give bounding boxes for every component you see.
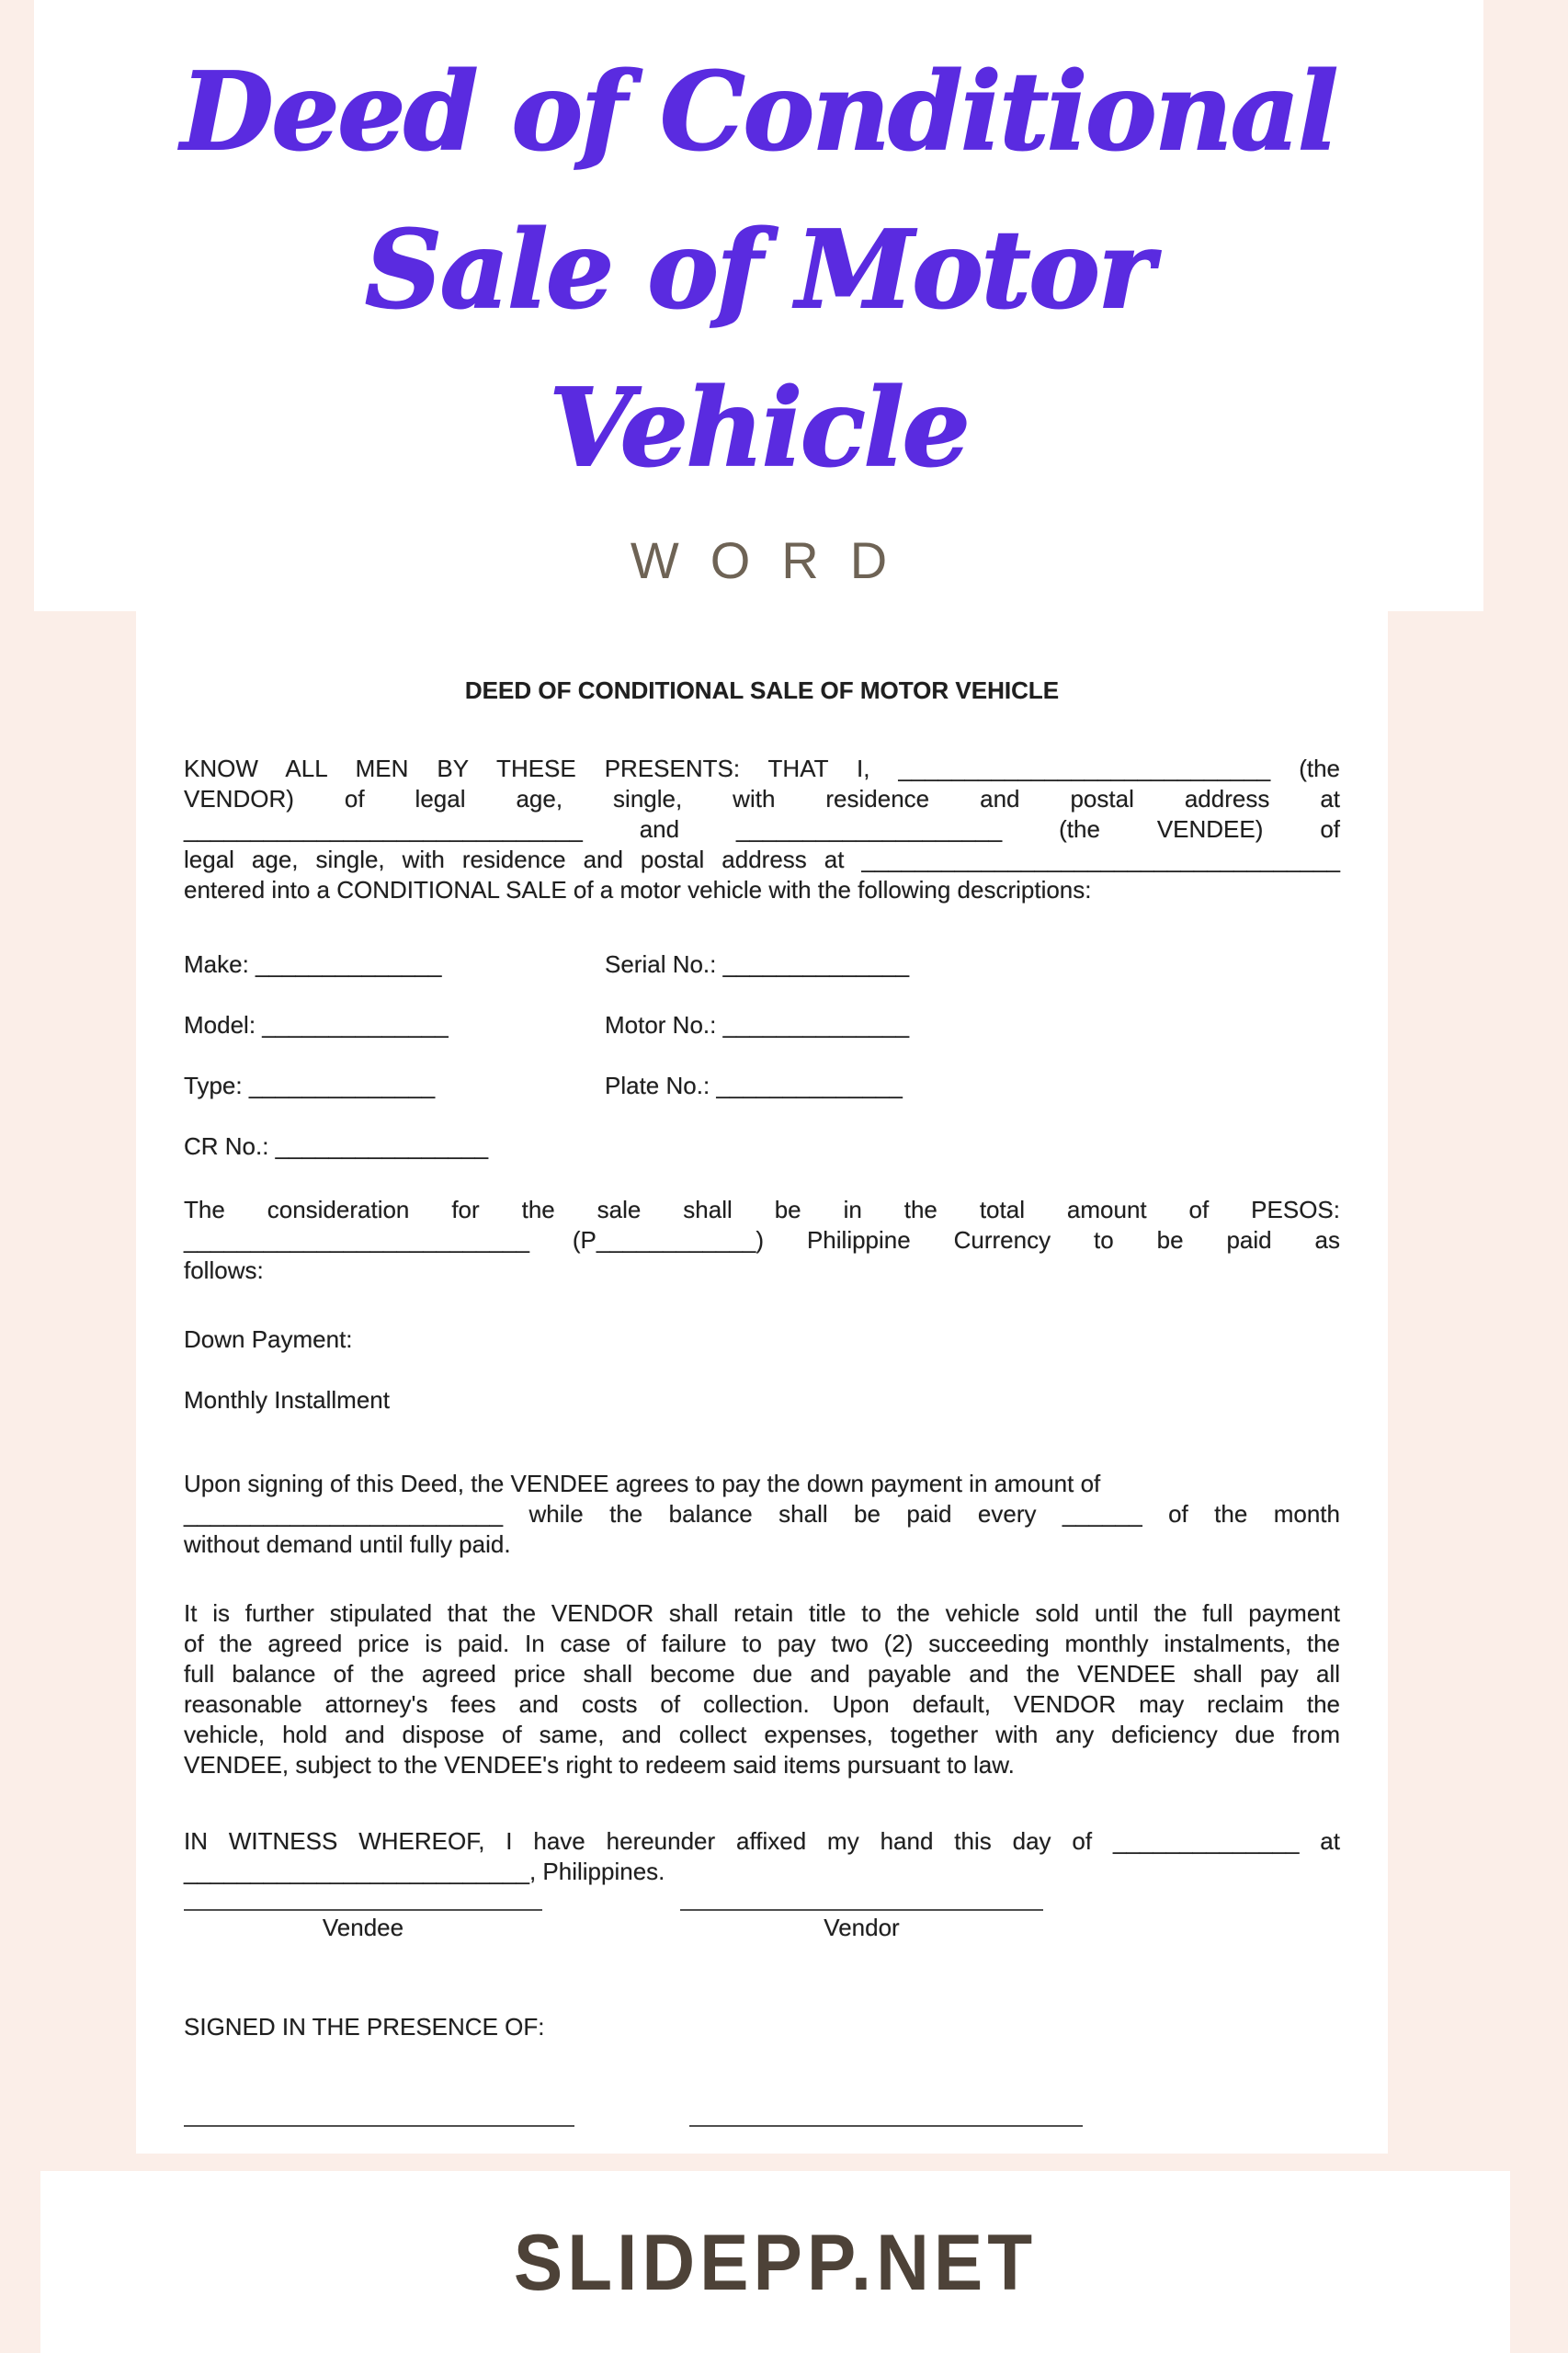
field-plate-no: Plate No.: ______________ — [605, 1072, 903, 1099]
paragraph-stipulation — [184, 1598, 1340, 1780]
footer-band — [40, 2171, 1510, 2353]
doc-line: VENDOR) of legal age, single, with residence and postal address at — [184, 785, 1340, 813]
doc-line: ______________________________ and ____________________ (the VENDEE) of — [184, 815, 1340, 843]
doc-line: reasonable attorney's fees and costs of collection. Upon default, VENDOR may reclaim the — [184, 1690, 1340, 1718]
paragraph-know-all-men — [184, 754, 1340, 905]
vendee-signature-block — [184, 1909, 542, 1943]
doc-line: of the agreed price is paid. In case of failure to pay two (2) succeeding monthly instalments, the — [184, 1630, 1340, 1657]
doc-line: __________________________ (P____________) Philippine Currency to be paid as — [184, 1226, 1340, 1254]
document-page — [136, 611, 1388, 2154]
signed-in-presence-label: SIGNED IN THE PRESENCE OF: — [184, 2013, 545, 2040]
signature-line — [680, 1909, 1043, 1911]
doc-line: legal age, single, with residence and postal address at ____________________________________ — [184, 846, 1340, 873]
doc-line: entered into a CONDITIONAL SALE of a motor vehicle with the following descriptions: — [184, 876, 1092, 904]
field-motor-no: Motor No.: ______________ — [605, 1011, 910, 1039]
vendor-label: Vendor — [824, 1914, 900, 1941]
doc-title: DEED OF CONDITIONAL SALE OF MOTOR VEHICLE — [464, 676, 1060, 704]
doc-line: without demand until fully paid. — [184, 1530, 511, 1558]
paragraph-upon-signing — [184, 1469, 1340, 1560]
doc-line: __________________________, Philippines. — [184, 1858, 665, 1885]
banner-title-line-3: Vehicle — [549, 366, 969, 491]
doc-line: KNOW ALL MEN BY THESE PRESENTS: THAT I, ____________________________ (the — [184, 755, 1340, 782]
field-serial-no: Serial No.: ______________ — [605, 950, 910, 978]
field-row-model-motor — [184, 1010, 1340, 1040]
vendor-signature-block — [680, 1909, 1043, 1943]
vendee-label: Vendee — [322, 1914, 404, 1941]
doc-line: Upon signing of this Deed, the VENDEE agrees to pay the down payment in amount of — [184, 1470, 1101, 1497]
banner-subtitle: WORD — [630, 531, 919, 589]
signature-line — [184, 1909, 542, 1911]
field-model: Model: ______________ — [184, 1011, 449, 1039]
banner-title-line-2: Sale of Motor — [365, 208, 1153, 333]
doc-line: VENDEE, subject to the VENDEE's right to redeem said items pursuant to law. — [184, 1751, 1015, 1779]
down-payment-label: Down Payment: — [184, 1325, 353, 1353]
header-banner — [34, 0, 1483, 611]
field-cr-no: CR No.: ________________ — [184, 1132, 489, 1160]
paragraph-consideration — [184, 1195, 1340, 1286]
doc-line: full balance of the agreed price shall become due and payable and the VENDEE shall pay all — [184, 1660, 1340, 1688]
field-row-type-plate — [184, 1071, 1340, 1101]
field-row-cr-no — [184, 1131, 1340, 1162]
doc-line: IN WITNESS WHEREOF, I have hereunder affixed my hand this day of ______________ at — [184, 1827, 1340, 1855]
signature-row — [184, 1909, 1340, 1964]
doc-line: ________________________ while the balance shall be paid every ______ of the month — [184, 1500, 1340, 1528]
field-make: Make: ______________ — [184, 950, 442, 978]
vehicle-fields — [184, 949, 1340, 1162]
witness-signature-row — [184, 2125, 1340, 2127]
doc-line: The consideration for the sale shall be in the total amount of PESOS: — [184, 1196, 1340, 1223]
banner-title-line-1: Deed of Conditional — [180, 50, 1337, 175]
witness-signature-line — [689, 2125, 1083, 2127]
site-logo-text: SLIDEPP.NET — [513, 2218, 1038, 2307]
doc-line: It is further stipulated that the VENDOR shall retain title to the vehicle sold until the full payment — [184, 1599, 1340, 1627]
witness-signature-line — [184, 2125, 574, 2127]
doc-line: follows: — [184, 1256, 264, 1284]
paragraph-witness-whereof — [184, 1826, 1340, 1887]
monthly-installment-label: Monthly Installment — [184, 1386, 390, 1414]
field-type: Type: ______________ — [184, 1072, 436, 1099]
doc-line: vehicle, hold and dispose of same, and collect expenses, together with any deficiency due from — [184, 1721, 1340, 1748]
field-row-make-serial — [184, 949, 1340, 980]
